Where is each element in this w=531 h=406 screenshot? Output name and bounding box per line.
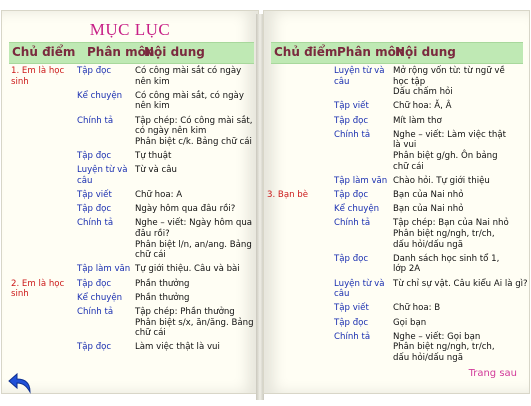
subject-line: Tập đọc <box>334 115 369 126</box>
table-header <box>271 42 523 64</box>
content-line: chữ cái <box>135 328 166 339</box>
content-cell <box>135 66 241 87</box>
content-cell <box>135 165 177 176</box>
content-line: Phần thưởng <box>135 292 190 303</box>
subject-cell <box>77 204 111 215</box>
content-cell <box>393 318 426 329</box>
content-cell <box>393 303 440 314</box>
content-line: Chữ hoa: A <box>135 190 183 200</box>
header-topic: Chủ điểm <box>12 45 76 59</box>
subject-cell <box>77 190 112 201</box>
subject-line: Tập viết <box>334 101 369 112</box>
subject-cell <box>77 279 111 290</box>
content-line: Phân biệt c/k. Bảng chữ cái <box>135 136 252 147</box>
content-cell <box>393 116 442 127</box>
topic-label <box>11 279 64 300</box>
header-subject: Phân môn <box>337 45 405 59</box>
content-line: Tự giới thiệu. Câu và bài <box>135 264 240 275</box>
subject-line: Kể chuyện <box>77 292 123 303</box>
content-line: đâu rồi? <box>135 228 170 239</box>
content-line: Phân biệt ng/ngh, tr/ch, <box>393 228 495 239</box>
subject-line: Tập đọc <box>77 204 112 215</box>
content-cell <box>135 307 254 339</box>
subject-line: Chính tả <box>77 218 114 229</box>
content-cell <box>393 332 495 364</box>
subject-line: Kể chuyện <box>77 90 123 101</box>
subject-line: Chính tả <box>77 307 114 317</box>
subject-line: Tập làm văn <box>77 264 131 275</box>
content-line: Nghe – viết: Ngày hôm qua <box>135 218 253 229</box>
content-line: chữ cái <box>393 161 424 172</box>
content-line: Dấu chấm hỏi <box>393 87 453 98</box>
content-line: có ngày nên kim <box>135 126 207 137</box>
subject-line: Tập viết <box>334 303 369 314</box>
left-page <box>1 10 259 394</box>
content-line: lớp 2A <box>393 264 421 275</box>
subject-cell <box>77 151 111 162</box>
content-cell <box>393 66 505 98</box>
content-line: Phân biệt l/n, an/ang. Bảng <box>135 239 252 250</box>
content-line: học tập <box>393 76 426 87</box>
table-header <box>9 42 254 64</box>
content-cell <box>393 176 490 187</box>
subject-line: câu <box>334 289 350 300</box>
subject-cell <box>334 332 370 343</box>
subject-cell <box>334 254 368 265</box>
content-cell <box>393 190 463 201</box>
content-line: Nghe – viết: Gọi bạn <box>393 331 481 342</box>
subject-cell <box>334 303 369 314</box>
subject-line: Tập làm văn <box>334 175 388 186</box>
subject-cell <box>334 116 368 127</box>
header-topic: Chủ điểm <box>274 45 338 59</box>
content-line: Gọi bạn <box>393 317 427 328</box>
subject-cell <box>334 279 385 300</box>
topic-line: 1. Em là học <box>11 66 65 76</box>
content-line: nên kim <box>135 101 170 112</box>
subject-cell <box>77 293 122 304</box>
content-line: Danh sách học sinh tổ 1, <box>393 253 500 264</box>
subject-cell <box>77 165 128 186</box>
content-line: Mở rộng vốn từ: từ ngữ về <box>393 66 505 76</box>
subject-line: Luyện từ và <box>77 165 128 176</box>
content-line: Từ và câu <box>135 165 177 176</box>
subject-cell <box>334 101 369 112</box>
header-content: Nội dung <box>144 45 205 59</box>
subject-cell <box>77 342 111 353</box>
topic-line: 3. Bạn bè <box>267 190 309 200</box>
topic-label <box>11 66 64 87</box>
content-cell <box>135 116 252 148</box>
subject-line: Tập đọc <box>334 253 369 264</box>
subject-cell <box>77 264 130 275</box>
content-cell <box>135 264 240 275</box>
content-line: Phân biệt g/gh. Ôn bảng <box>393 150 498 161</box>
subject-line: Luyện từ và <box>334 66 385 76</box>
content-line: Có công mài sắt, có ngày <box>135 90 244 101</box>
topic-line: sinh <box>11 289 29 300</box>
subject-line: Luyện từ và <box>334 278 385 289</box>
topic-line: 2. Em là học <box>11 278 65 289</box>
content-line: Bạn của Nai nhỏ <box>393 204 464 215</box>
content-line: Ngày hôm qua đâu rồi? <box>135 204 236 215</box>
topic-line: sinh <box>11 76 29 87</box>
content-line: Chữ hoa: B <box>393 303 441 314</box>
next-page-link[interactable]: Trang sau <box>468 368 517 379</box>
content-cell <box>393 204 463 215</box>
content-cell <box>135 342 220 353</box>
header-subject: Phân môn <box>87 45 155 59</box>
content-line: Chào hỏi. Tự giới thiệu <box>393 175 490 186</box>
subject-line: Chính tả <box>77 115 114 126</box>
subject-line: Tập đọc <box>77 151 112 161</box>
content-line: dấu hỏi/dấu ngã <box>393 352 463 363</box>
subject-cell <box>334 130 370 141</box>
content-cell <box>135 279 190 290</box>
content-cell <box>135 218 252 260</box>
subject-line: câu <box>77 175 93 186</box>
content-cell <box>135 204 235 215</box>
subject-cell <box>77 218 113 229</box>
subject-cell <box>77 66 111 77</box>
subject-cell <box>77 116 113 127</box>
content-line: Nghe – viết: Làm việc thật <box>393 129 506 140</box>
content-cell <box>393 218 509 250</box>
subject-cell <box>77 91 122 102</box>
subject-line: Chính tả <box>334 218 371 229</box>
content-line: Mít làm thơ <box>393 115 442 126</box>
subject-line: Tập đọc <box>77 278 112 289</box>
subject-cell <box>334 176 387 187</box>
subject-line: Tập đọc <box>334 317 369 328</box>
content-cell <box>135 91 244 112</box>
content-line: Chữ hoa: Ă, Â <box>393 101 452 112</box>
content-line: Từ chỉ sự vật. Câu kiểu Ai là gì? <box>393 278 528 289</box>
subject-line: Chính tả <box>334 129 371 140</box>
subject-cell <box>77 307 113 318</box>
subject-line: Tập viết <box>77 190 112 200</box>
subject-cell <box>334 66 385 87</box>
content-line: Có công mài sắt có ngày <box>135 66 242 76</box>
subject-line: câu <box>334 76 350 87</box>
content-cell <box>135 293 190 304</box>
subject-cell <box>334 190 368 201</box>
content-cell <box>393 130 506 172</box>
page-title: MỤC LỤC <box>89 20 171 39</box>
subject-cell <box>334 218 370 229</box>
content-line: Làm việc thật là vui <box>135 342 220 353</box>
content-cell <box>393 279 528 290</box>
topic-label <box>267 190 308 201</box>
header-content: Nội dung <box>395 45 456 59</box>
content-line: là vui <box>393 140 417 151</box>
content-cell <box>135 190 182 201</box>
content-line: dấu hỏi/dấu ngã <box>393 239 463 250</box>
content-line: chữ cái <box>135 250 166 261</box>
content-cell <box>393 254 499 275</box>
content-line: nên kim <box>135 76 170 87</box>
subject-cell <box>334 318 368 329</box>
subject-cell <box>334 204 379 215</box>
content-line: Tự thuật <box>135 151 172 161</box>
subject-line: Kể chuyện <box>334 204 380 215</box>
content-line: Phân biệt ng/ngh, tr/ch, <box>393 342 495 353</box>
content-cell <box>135 151 171 162</box>
content-cell <box>393 101 451 112</box>
right-page <box>263 10 530 394</box>
content-line: Bạn của Nai nhỏ <box>393 190 464 200</box>
content-line: Phần thưởng <box>135 278 190 289</box>
back-arrow-icon[interactable] <box>8 372 34 394</box>
content-line: Phân biệt s/x, ăn/ăng. Bảng <box>135 317 254 328</box>
subject-line: Tập đọc <box>77 66 112 76</box>
subject-line: Tập đọc <box>77 342 112 353</box>
content-line: Tập chép: Có công mài sắt, <box>135 115 253 126</box>
content-line: Tập chép: Phần thưởng <box>135 307 235 317</box>
subject-line: Tập đọc <box>334 190 369 200</box>
content-line: Tập chép: Bạn của Nai nhỏ <box>393 218 509 229</box>
subject-line: Chính tả <box>334 331 371 342</box>
